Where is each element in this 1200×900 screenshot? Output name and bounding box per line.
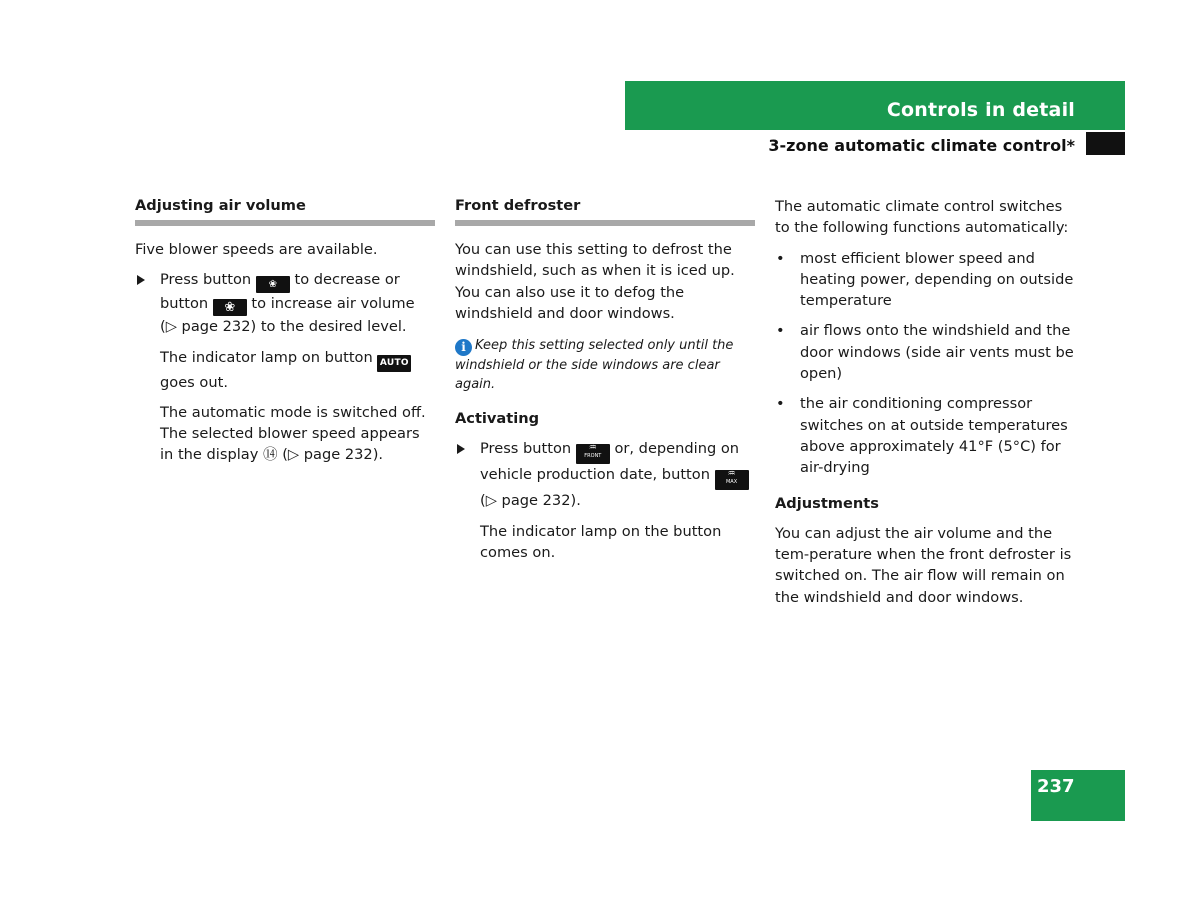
page-number: 237 xyxy=(1037,776,1075,797)
heading-adjusting-air-volume: Adjusting air volume xyxy=(135,196,435,226)
list-item: • the air conditioning compressor switches on at outside temperatures above approximately 41°F (5°C) for air-drying xyxy=(776,395,1068,477)
indicator-lamp-text: The indicator lamp on button AUTO goes out. xyxy=(135,347,435,393)
bullet-icon: • xyxy=(776,322,785,340)
heading-front-defroster: Front defroster xyxy=(455,196,755,226)
chapter-title: Controls in detail xyxy=(886,99,1075,121)
adjustments-text: You can adjust the air volume and the tem-perature when the front defroster is switched on. The air flow will remain on the windshield and door windows. xyxy=(775,524,1072,606)
fan-increase-button-icon: ❀ xyxy=(213,299,247,316)
heading-activating: Activating xyxy=(455,410,540,428)
max-defrost-button-icon: ♒ MAX xyxy=(715,470,749,490)
front-defrost-button-icon: ♒ FRONT xyxy=(576,444,610,464)
intro-text: The automatic climate control switches to the following functions automatically: xyxy=(775,198,1069,237)
instruction-step: Press button ❀ to decrease or button ❀ to increase air volume (▷ page 232) to the desired level. xyxy=(135,269,435,337)
bullet-icon: • xyxy=(776,249,785,267)
bullet-icon: • xyxy=(776,395,785,413)
list-item: • most efficient blower speed and heating power, depending on outside temperature xyxy=(776,249,1074,310)
page-number-box xyxy=(1031,770,1125,821)
result-text: The automatic mode is switched off. The selected blower speed appears in the display ⑭ (▷ page 232). xyxy=(160,403,426,464)
column-front-defroster xyxy=(455,196,755,572)
list-item: • air flows onto the windshield and the door windows (side air vents must be open) xyxy=(776,322,1074,383)
heading-adjustments: Adjustments xyxy=(775,494,879,512)
intro-text: You can use this setting to defrost the windshield, such as when it is iced up. You can also use it to defog the windshield and door windows. xyxy=(455,241,735,322)
section-marker xyxy=(1086,132,1125,155)
step-arrow-icon xyxy=(137,275,145,285)
chapter-header-bar xyxy=(625,81,1125,130)
auto-button-icon: AUTO xyxy=(377,355,411,372)
info-note: i Keep this setting selected only until the windshield or the side windows are clear again. xyxy=(455,338,734,393)
instruction-step: Press button ♒ FRONT or, depending on vehicle production date, button ♒ MAX (▷ page 232). xyxy=(455,438,755,511)
indicator-lamp-text: The indicator lamp on the button comes on. xyxy=(480,522,722,562)
intro-text: Five blower speeds are available. xyxy=(135,241,378,258)
column-automatic-functions xyxy=(775,196,1075,617)
fan-decrease-button-icon: ❀ xyxy=(256,276,290,293)
info-icon: i xyxy=(455,339,472,356)
section-title: 3-zone automatic climate control* xyxy=(768,136,1075,155)
column-adjusting-air-volume xyxy=(135,196,435,475)
step-arrow-icon xyxy=(457,444,465,454)
